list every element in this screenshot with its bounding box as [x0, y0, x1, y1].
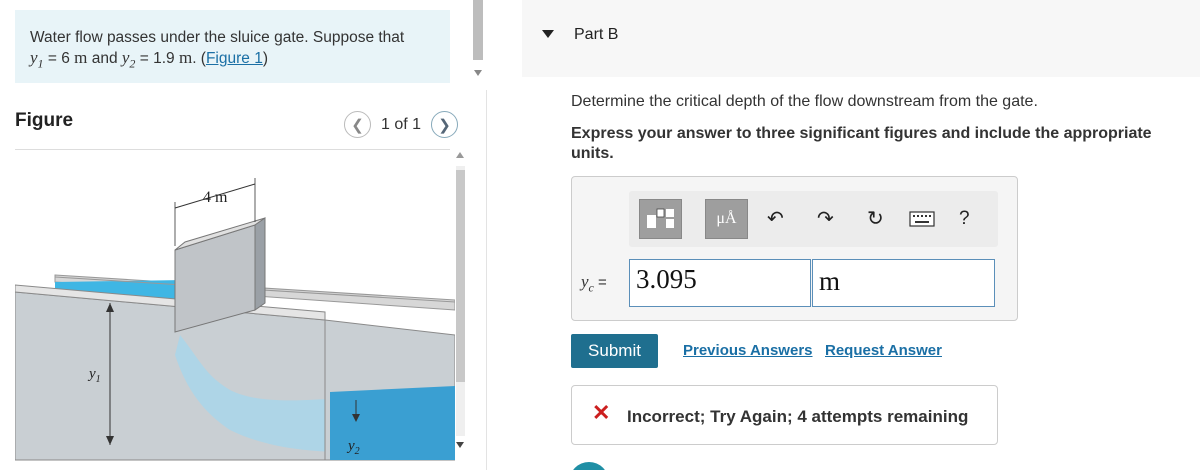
- instruction-text: Express your answer to three significant figures and include the appropriate units.: [571, 125, 1152, 162]
- answer-variable: $y_c$ =: [581, 272, 607, 295]
- help-icon[interactable]: ?: [959, 208, 970, 229]
- panel-scrollbar[interactable]: [470, 0, 486, 90]
- figure-divider: [15, 149, 450, 150]
- sluice-gate-figure: [15, 160, 455, 465]
- pager-text: 1 of 1: [381, 115, 422, 133]
- template-icon[interactable]: [639, 199, 682, 239]
- y1-unit: m: [74, 48, 88, 67]
- panel-scroll-thumb[interactable]: [473, 0, 483, 60]
- figure-title: Figure: [15, 110, 74, 131]
- request-answer-link[interactable]: Request Answer: [825, 342, 942, 359]
- chevron-right-icon[interactable]: ❯: [431, 111, 458, 138]
- previous-answers-link[interactable]: Previous Answers: [683, 342, 813, 359]
- undo-icon[interactable]: ↶: [767, 208, 784, 230]
- y2-unit: m: [178, 48, 193, 67]
- y1-symbol: $y_1$: [30, 48, 44, 71]
- figure-link[interactable]: Figure 1: [205, 50, 263, 67]
- problem-statement: Water flow passes under the sluice gate. Suppose that $y_1 = 6$ m and $y_2 = 1.9$ m. (Figure 1): [15, 10, 450, 83]
- incorrect-icon: ✕: [592, 400, 611, 425]
- y1-label: $y_1$: [89, 366, 101, 385]
- width-label: 4 m: [203, 189, 228, 206]
- panel-scroll-down-icon[interactable]: [474, 70, 482, 76]
- submit-button[interactable]: Submit: [571, 334, 658, 368]
- part-header[interactable]: [522, 0, 1200, 77]
- units-icon[interactable]: μÅ: [705, 199, 748, 239]
- y1-equals: = 6: [43, 50, 70, 67]
- problem-intro: Water flow passes under the sluice gate. Suppose that: [30, 29, 405, 46]
- caret-down-icon[interactable]: [542, 30, 554, 38]
- reset-icon[interactable]: ↻: [867, 208, 884, 230]
- scroll-down-icon[interactable]: [456, 442, 464, 448]
- partial-button[interactable]: [569, 462, 609, 470]
- redo-icon[interactable]: ↷: [817, 208, 834, 230]
- feedback-message: Incorrect; Try Again; 4 attempts remaining: [627, 407, 969, 426]
- y2-equals: = 1.9: [135, 50, 175, 67]
- figure-scrollbar[interactable]: [452, 152, 468, 448]
- answer-value-input[interactable]: 3.095: [629, 259, 811, 307]
- y2-label: $y_2$: [348, 438, 360, 457]
- panel-divider: [486, 90, 487, 470]
- answer-unit-input[interactable]: m: [812, 259, 995, 307]
- scroll-up-icon[interactable]: [456, 152, 464, 158]
- y2-symbol: $y_2$: [121, 48, 136, 71]
- feedback-box: [571, 385, 998, 445]
- figure-pager: [344, 111, 458, 138]
- question-text: Determine the critical depth of the flow downstream from the gate.: [571, 93, 1038, 110]
- scroll-thumb[interactable]: [456, 170, 465, 382]
- chevron-left-icon[interactable]: ❮: [344, 111, 371, 138]
- answer-box: [571, 176, 1018, 321]
- and-word: and: [87, 50, 122, 67]
- part-label: Part B: [574, 26, 619, 43]
- keyboard-icon[interactable]: [909, 209, 935, 233]
- math-toolbar: [629, 191, 998, 247]
